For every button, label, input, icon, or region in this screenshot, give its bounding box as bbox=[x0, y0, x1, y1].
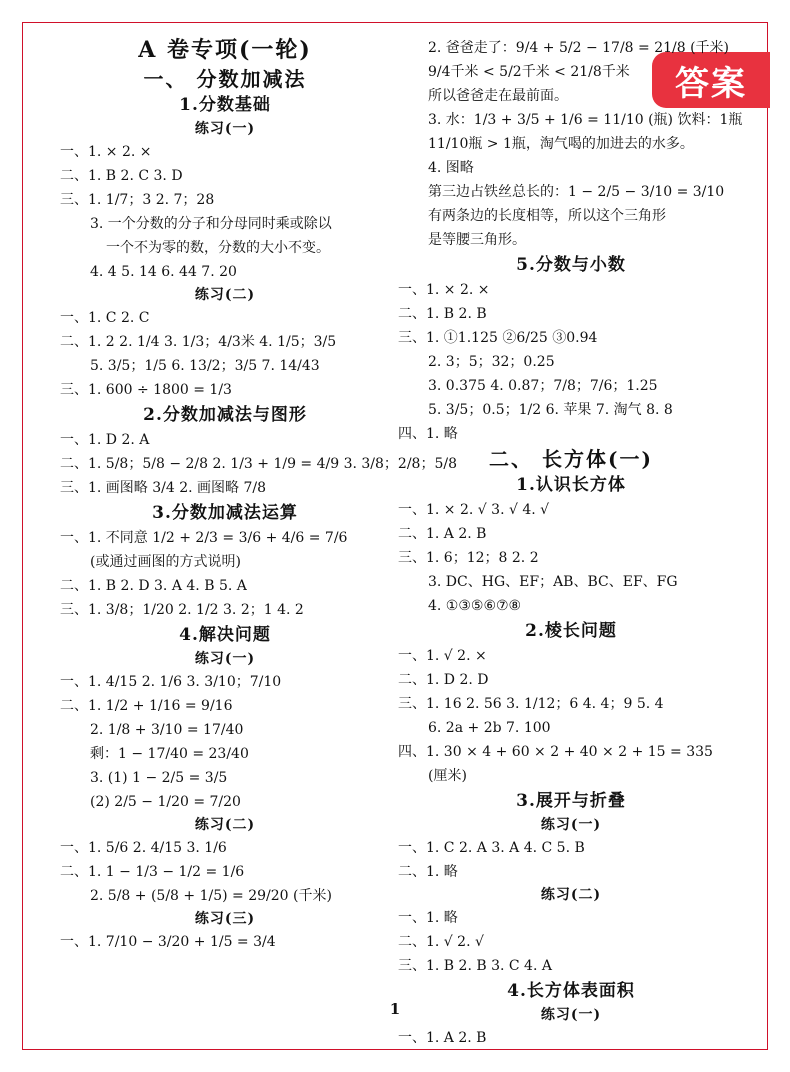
answer-line: 二、1. A 2. B bbox=[398, 526, 487, 542]
answer-line: 三、1. ①1.125 ②6/25 ③0.94 bbox=[398, 330, 598, 346]
answer-line: 二、1. 2 2. 1/4 3. 1/3；4/3米 4. 1/5；3/5 bbox=[60, 334, 337, 350]
answer-line: 一、1. A 2. B bbox=[398, 1030, 487, 1046]
exercise-heading: 练习(二) bbox=[194, 287, 256, 303]
answer-line: 3. DC、HG、EF；AB、BC、EF、FG bbox=[428, 574, 678, 590]
answer-line: 3. 水：1/3 + 3/5 + 1/6 = 11/10 (瓶) 饮料：1瓶 bbox=[428, 112, 743, 128]
answer-line: 3. 0.375 4. 0.87；7/8；7/6；1.25 bbox=[428, 378, 658, 394]
answer-line: 二、1. B 2. B bbox=[398, 306, 487, 322]
answer-line: 4. ①③⑤⑥⑦⑧ bbox=[428, 598, 522, 614]
answer-line: 一、1. C 2. A 3. A 4. C 5. B bbox=[398, 840, 585, 856]
answer-line: 2. 1/8 + 3/10 = 17/40 bbox=[90, 722, 244, 738]
section-heading: 1.认识长方体 bbox=[516, 475, 626, 495]
answer-line: 第三边占铁丝总长的：1 − 2/5 − 3/10 = 3/10 bbox=[428, 184, 725, 200]
answer-line: 四、1. 30 × 4 + 60 × 2 + 40 × 2 + 15 = 335 bbox=[398, 744, 713, 760]
answer-line: 一个不为零的数，分数的大小不变。 bbox=[106, 240, 330, 256]
answer-line: 一、1. C 2. C bbox=[60, 310, 150, 326]
answer-line: 9/4千米 < 5/2千米 < 21/8千米 bbox=[428, 64, 630, 80]
answer-line: 一、1. × 2. √ 3. √ 4. √ bbox=[398, 502, 550, 518]
section-heading: 3.展开与折叠 bbox=[516, 791, 626, 811]
exercise-heading: 练习(三) bbox=[194, 911, 256, 927]
answer-line: 三、1. 600 ÷ 1800 = 1/3 bbox=[60, 382, 232, 398]
answer-line: 5. 3/5；0.5；1/2 6. 苹果 7. 淘气 8. 8 bbox=[428, 402, 673, 418]
chapter-heading: 一、 分数加减法 bbox=[143, 67, 307, 91]
answer-line: 二、1. 1 − 1/3 − 1/2 = 1/6 bbox=[60, 864, 245, 880]
answer-badge: 答案 bbox=[652, 52, 770, 108]
answer-line: 5. 3/5；1/5 6. 13/2；3/5 7. 14/43 bbox=[90, 358, 320, 374]
answer-line: 二、1. B 2. C 3. D bbox=[60, 168, 183, 184]
section-heading: 3.分数加减法运算 bbox=[152, 503, 298, 523]
answer-line: 一、1. 7/10 − 3/20 + 1/5 = 3/4 bbox=[60, 934, 276, 950]
answer-line: 二、1. 略 bbox=[398, 864, 458, 880]
answer-line: 剩：1 − 17/40 = 23/40 bbox=[90, 746, 249, 762]
answer-line: 一、1. √ 2. × bbox=[398, 648, 487, 664]
answer-line: 三、1. 16 2. 56 3. 1/12；6 4. 4；9 5. 4 bbox=[398, 696, 664, 712]
answer-line: 三、1. 画图略 3/4 2. 画图略 7/8 bbox=[60, 480, 267, 496]
answer-line: 一、1. × 2. × bbox=[398, 282, 490, 298]
section-heading: 5.分数与小数 bbox=[516, 255, 626, 275]
section-heading: 4.解决问题 bbox=[179, 625, 271, 645]
answer-line: 二、1. D 2. D bbox=[398, 672, 489, 688]
answer-line: 一、1. D 2. A bbox=[60, 432, 150, 448]
answer-line: 二、1. √ 2. √ bbox=[398, 934, 484, 950]
answer-line: 有两条边的长度相等，所以这个三角形 bbox=[428, 208, 666, 224]
section-heading: 2.棱长问题 bbox=[525, 621, 617, 641]
section-heading: 1.分数基础 bbox=[179, 95, 271, 115]
page-number: 1 bbox=[389, 1000, 401, 1018]
answer-line: 3. 一个分数的分子和分母同时乘或除以 bbox=[90, 216, 332, 232]
answer-line: 三、1. 1/7；3 2. 7；28 bbox=[60, 192, 215, 208]
answer-line: 一、1. 略 bbox=[398, 910, 458, 926]
exercise-heading: 练习(一) bbox=[194, 121, 256, 137]
answer-line: 三、1. B 2. B 3. C 4. A bbox=[398, 958, 552, 974]
answer-line: 三、1. 6；12；8 2. 2 bbox=[398, 550, 539, 566]
answer-line: 二、1. B 2. D 3. A 4. B 5. A bbox=[60, 578, 247, 594]
answer-line: 是等腰三角形。 bbox=[428, 232, 526, 248]
answer-line: 3. (1) 1 − 2/5 = 3/5 bbox=[90, 770, 228, 786]
exercise-heading: 练习(一) bbox=[540, 1007, 602, 1023]
answer-line: 4. 4 5. 14 6. 44 7. 20 bbox=[90, 264, 237, 280]
exercise-heading: 练习(一) bbox=[194, 651, 256, 667]
exercise-heading: 练习(二) bbox=[540, 887, 602, 903]
answer-line: 一、1. 5/6 2. 4/15 3. 1/6 bbox=[60, 840, 227, 856]
answer-line: (厘米) bbox=[428, 768, 467, 784]
answer-line: 三、1. 3/8；1/20 2. 1/2 3. 2；1 4. 2 bbox=[60, 602, 304, 618]
right-column bbox=[398, 36, 744, 1050]
answer-line: (或通过画图的方式说明) bbox=[90, 554, 241, 570]
answer-line: 11/10瓶 > 1瓶，淘气喝的加进去的水多。 bbox=[428, 136, 694, 152]
exercise-heading: 练习(二) bbox=[194, 817, 256, 833]
section-heading: 2.分数加减法与图形 bbox=[143, 405, 307, 425]
answer-line: 2. 爸爸走了：9/4 + 5/2 − 17/8 = 21/8 (千米) bbox=[428, 40, 730, 56]
chapter-heading: 二、 长方体(一) bbox=[489, 447, 653, 471]
exercise-heading: 练习(一) bbox=[540, 817, 602, 833]
answer-line: 四、1. 略 bbox=[398, 426, 458, 442]
answer-line: 所以爸爸走在最前面。 bbox=[428, 88, 568, 104]
answer-line: 2. 5/8 + (5/8 + 1/5) = 29/20 (千米) bbox=[90, 888, 332, 904]
section-heading: 4.长方体表面积 bbox=[507, 981, 635, 1001]
answer-line: 二、1. 1/2 + 1/16 = 9/16 bbox=[60, 698, 233, 714]
answer-line: (2) 2/5 − 1/20 = 7/20 bbox=[90, 794, 241, 810]
answer-line: 一、1. 不同意 1/2 + 2/3 = 3/6 + 4/6 = 7/6 bbox=[60, 530, 348, 546]
answer-line: 6. 2a + 2b 7. 100 bbox=[428, 720, 551, 736]
answer-line: 二、1. 5/8；5/8 − 2/8 2. 1/3 + 1/9 = 4/9 3. 3/8；2/8；5/8 bbox=[60, 456, 457, 472]
page-title: A 卷专项(一轮) bbox=[138, 37, 312, 63]
answer-line: 一、1. × 2. × bbox=[60, 144, 152, 160]
answer-line: 2. 3；5；32；0.25 bbox=[428, 354, 555, 370]
answer-line: 一、1. 4/15 2. 1/6 3. 3/10；7/10 bbox=[60, 674, 282, 690]
answer-line: 4. 图略 bbox=[428, 160, 474, 176]
